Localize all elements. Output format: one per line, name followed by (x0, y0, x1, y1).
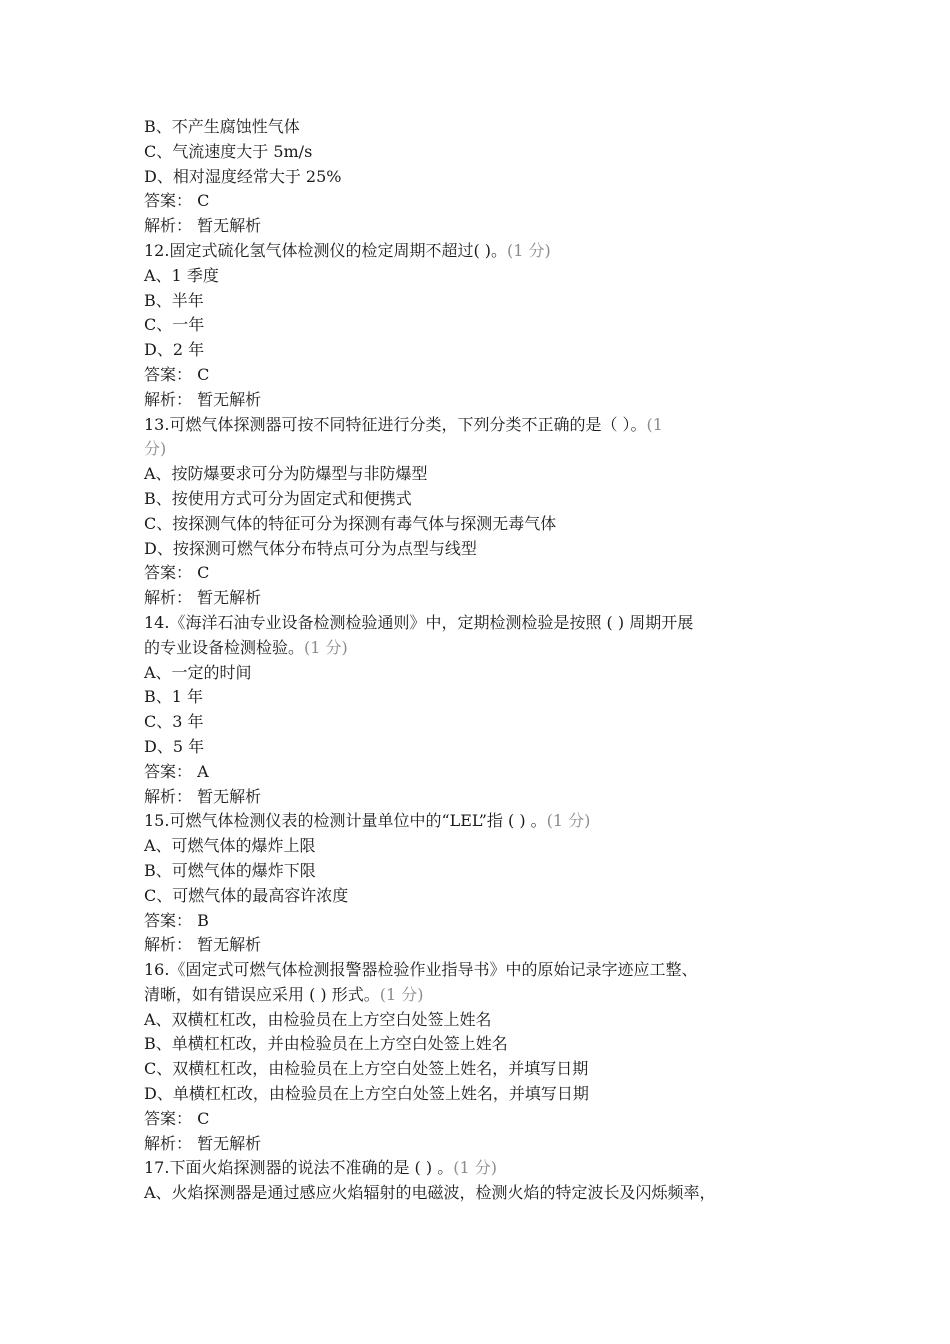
score-label: (1 分) (304, 637, 348, 657)
line-text: 解析： 暂无解析 (144, 935, 262, 955)
line-text: A、1 季度 (144, 265, 219, 285)
text-line (144, 859, 834, 884)
text-line (144, 363, 834, 388)
text-line (144, 834, 834, 859)
text-line (144, 785, 834, 810)
text-line (144, 933, 834, 958)
line-text: 的专业设备检测检验。 (144, 637, 305, 657)
line-text: 17.下面火焰探测器的说法不准确的是 ( ) 。 (144, 1158, 454, 1178)
text-line (144, 239, 834, 264)
line-text: C、一年 (144, 315, 205, 335)
text-line (144, 1082, 834, 1107)
line-text: A、火焰探测器是通过感应火焰辐射的电磁波，检测火焰的特定波长及闪烁频率， (144, 1183, 716, 1203)
text-line (144, 1181, 834, 1206)
line-text: A、按防爆要求可分为防爆型与非防爆型 (144, 464, 428, 484)
line-text: 解析： 暂无解析 (144, 786, 262, 806)
score-label: (1 分) (379, 984, 424, 1004)
line-text: D、2 年 (144, 340, 205, 360)
text-line (144, 983, 834, 1008)
line-text: 解析： 暂无解析 (144, 1133, 262, 1153)
line-text: B、半年 (144, 290, 204, 310)
text-line (144, 338, 834, 363)
line-text: B、1 年 (144, 687, 204, 707)
text-line (144, 487, 834, 512)
text-line (144, 636, 834, 661)
text-line (144, 289, 834, 314)
line-text: 清晰，如有错误应采用 ( ) 形式。 (144, 984, 380, 1004)
text-line (144, 809, 834, 834)
text-line (144, 760, 834, 785)
score-label: (1 (646, 414, 663, 434)
text-line (144, 586, 834, 611)
line-text: 答案： C (144, 191, 210, 211)
line-text: 15.可燃气体检测仪表的检测计量单位中的“LEL”指 ( ) 。 (144, 811, 547, 831)
text-line (144, 1156, 834, 1181)
line-text: D、5 年 (144, 736, 205, 756)
line-text: A、双横杠杠改，由检验员在上方空白处签上姓名 (144, 1009, 492, 1029)
line-text: 解析： 暂无解析 (144, 389, 262, 409)
line-text: B、按使用方式可分为固定式和便携式 (144, 488, 412, 508)
line-text: B、可燃气体的爆炸下限 (144, 860, 316, 880)
line-text: C、按探测气体的特征可分为探测有毒气体与探测无毒气体 (144, 513, 557, 533)
line-text: 答案： C (144, 364, 210, 384)
line-text: 14.《海洋石油专业设备检测检验通则》中，定期检测检验是按照 ( ) 周期开展 (144, 612, 694, 632)
line-text: D、按探测可燃气体分布特点可分为点型与线型 (144, 538, 477, 558)
score-label: (1 分) (546, 811, 591, 831)
text-line (144, 611, 834, 636)
score-label: (1 分) (507, 240, 551, 260)
text-line (144, 462, 834, 487)
line-text: 答案： A (144, 761, 209, 781)
text-line (144, 537, 834, 562)
text-line (144, 735, 834, 760)
text-line (144, 189, 834, 214)
line-text: 答案： B (144, 910, 209, 930)
text-line (144, 140, 834, 165)
text-line (144, 958, 834, 983)
line-text: 答案： C (144, 1108, 210, 1128)
text-line (144, 909, 834, 934)
line-text: B、不产生腐蚀性气体 (144, 117, 300, 136)
text-line (144, 388, 834, 413)
text-line (144, 264, 834, 289)
line-text: C、3 年 (144, 712, 204, 732)
line-text: 解析： 暂无解析 (144, 216, 262, 236)
line-text: D、单横杠杠改，由检验员在上方空白处签上姓名，并填写日期 (144, 1084, 589, 1104)
text-line (144, 313, 834, 338)
line-text: 答案： C (144, 563, 210, 583)
document-page (144, 115, 834, 1206)
line-text: D、相对湿度经常大于 25% (144, 166, 342, 186)
line-text: B、单横杠杠改，并由检验员在上方空白处签上姓名 (144, 1034, 508, 1054)
line-text: 12.固定式硫化氢气体检测仪的检定周期不超过( )。 (144, 240, 508, 260)
text-line (144, 1008, 834, 1033)
line-text: A、可燃气体的爆炸上限 (144, 836, 316, 856)
text-line (144, 1057, 834, 1082)
text-line (144, 884, 834, 909)
line-text: C、可燃气体的最高容许浓度 (144, 885, 349, 905)
score-label: 分) (144, 439, 167, 459)
text-line (144, 1132, 834, 1157)
text-line (144, 214, 834, 239)
line-text: A、一定的时间 (144, 662, 252, 682)
score-label: (1 分) (453, 1158, 497, 1178)
line-text: 解析： 暂无解析 (144, 588, 262, 608)
line-text: 13.可燃气体探测器可按不同特征进行分类，下列分类不正确的是（ ）。 (144, 414, 647, 434)
text-line (144, 685, 834, 710)
text-line (144, 115, 834, 140)
text-line (144, 561, 834, 586)
text-line (144, 1107, 834, 1132)
text-line (144, 165, 834, 190)
line-text: C、双横杠杠改，由检验员在上方空白处签上姓名，并填写日期 (144, 1059, 589, 1079)
text-line (144, 1032, 834, 1057)
text-line (144, 661, 834, 686)
line-text: 16.《固定式可燃气体检测报警器检验作业指导书》中的原始记录字迹应工整、 (144, 960, 698, 980)
text-line (144, 437, 834, 462)
text-line (144, 413, 834, 438)
text-line (144, 512, 834, 537)
text-line (144, 710, 834, 735)
line-text: C、气流速度大于 5m/s (144, 141, 313, 161)
